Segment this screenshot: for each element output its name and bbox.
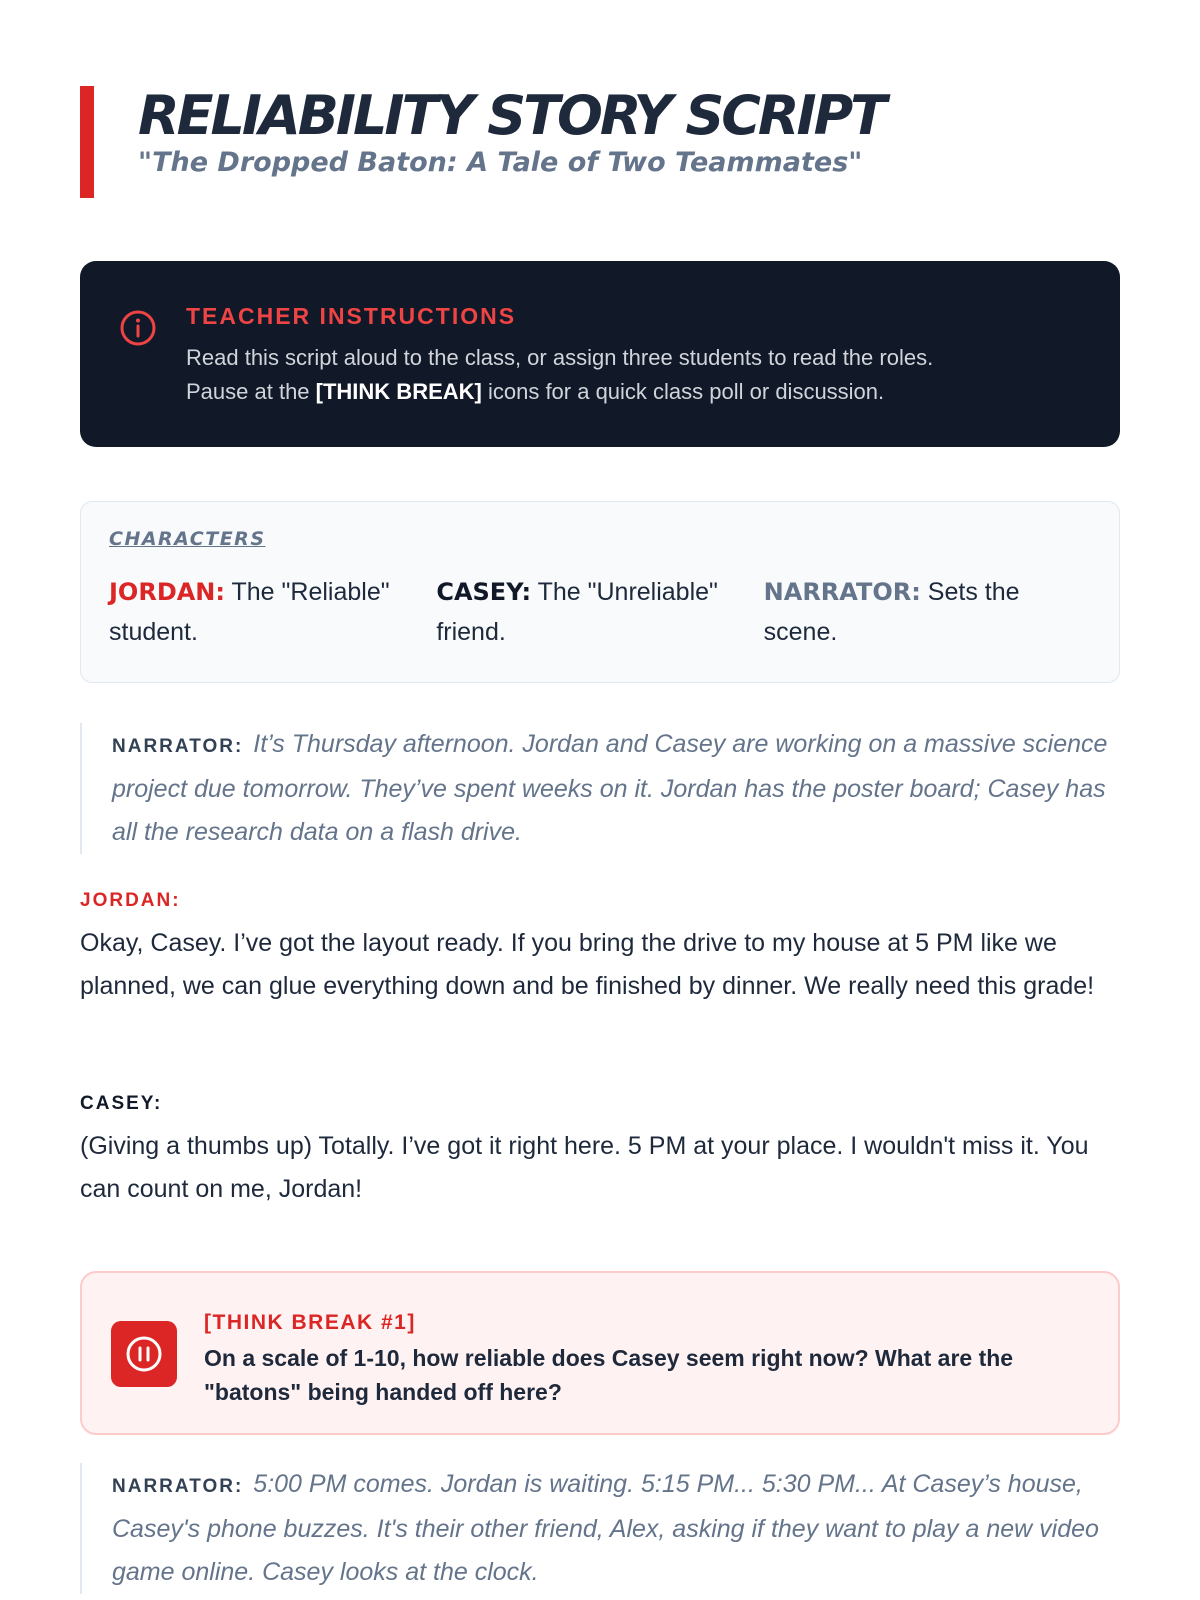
characters-box — [80, 501, 1120, 683]
page-title: RELIABILITY STORY SCRIPT — [138, 84, 885, 147]
characters-list — [109, 572, 1091, 652]
casey-line: (Giving a thumbs up) Totally. I’ve got it right here. 5 PM at your place. I wouldn't miss it. You can count on me, Jordan! — [80, 1132, 1089, 1203]
character-name: JORDAN: — [109, 578, 225, 606]
pause-icon — [111, 1321, 177, 1387]
character-name: NARRATOR: — [763, 578, 921, 606]
narrator-text: It’s Thursday afternoon. Jordan and Casey are working on a massive science project due tomorrow. They’ve spent weeks on it. Jordan has the poster board; Casey has all the research data on a flash drive. — [112, 730, 1108, 846]
speaker-label-jordan: JORDAN: — [80, 890, 181, 911]
character-casey — [436, 572, 763, 652]
think-break-title: [THINK BREAK #1] — [204, 1311, 416, 1334]
narrator-line-1 — [80, 723, 1120, 854]
character-desc: Sets the scene. — [763, 578, 1020, 646]
page-subtitle: "The Dropped Baton: A Tale of Two Teammates" — [138, 147, 863, 178]
think-break-question: On a scale of 1-10, how reliable does Casey seem right now? What are the "batons" being handed off here? — [204, 1345, 1014, 1405]
jordan-line: Okay, Casey. I’ve got the layout ready. If you bring the drive to my house at 5 PM like we planned, we can glue everything down and be finished by dinner. We really need this grade! — [80, 929, 1095, 1000]
teacher-line-2-pre: Pause at the — [186, 379, 316, 404]
teacher-line-1: Read this script aloud to the class, or assign three students to read the roles. — [186, 345, 934, 370]
think-break-keyword: [THINK BREAK] — [315, 379, 482, 404]
header — [80, 86, 1120, 200]
info-icon — [118, 308, 158, 348]
teacher-instructions-title: TEACHER INSTRUCTIONS — [186, 303, 517, 329]
speaker-label-casey: CASEY: — [80, 1093, 163, 1114]
speaker-label: NARRATOR: — [112, 1476, 244, 1497]
narrator-text: 5:00 PM comes. Jordan is waiting. 5:15 PM... 5:30 PM... At Casey’s house, Casey's phone buzzes. It's their other friend, Alex, asking if they want to play a new video game online. Casey looks at the clock. — [112, 1470, 1099, 1586]
character-jordan — [109, 572, 436, 652]
accent-bar — [80, 86, 94, 198]
characters-title: CHARACTERS — [109, 528, 266, 550]
teacher-instructions-text — [186, 341, 1080, 409]
character-name: CASEY: — [436, 578, 532, 606]
narrator-line-2 — [80, 1463, 1120, 1594]
page — [80, 80, 1120, 1586]
teacher-line-2-post: icons for a quick class poll or discussion. — [481, 379, 885, 404]
speaker-label: NARRATOR: — [112, 736, 244, 757]
character-narrator — [764, 572, 1091, 652]
character-desc: The "Unreliable" friend. — [436, 578, 718, 646]
think-break-1 — [80, 1271, 1120, 1435]
character-desc: The "Reliable" student. — [109, 578, 390, 646]
teacher-instructions — [80, 261, 1120, 447]
